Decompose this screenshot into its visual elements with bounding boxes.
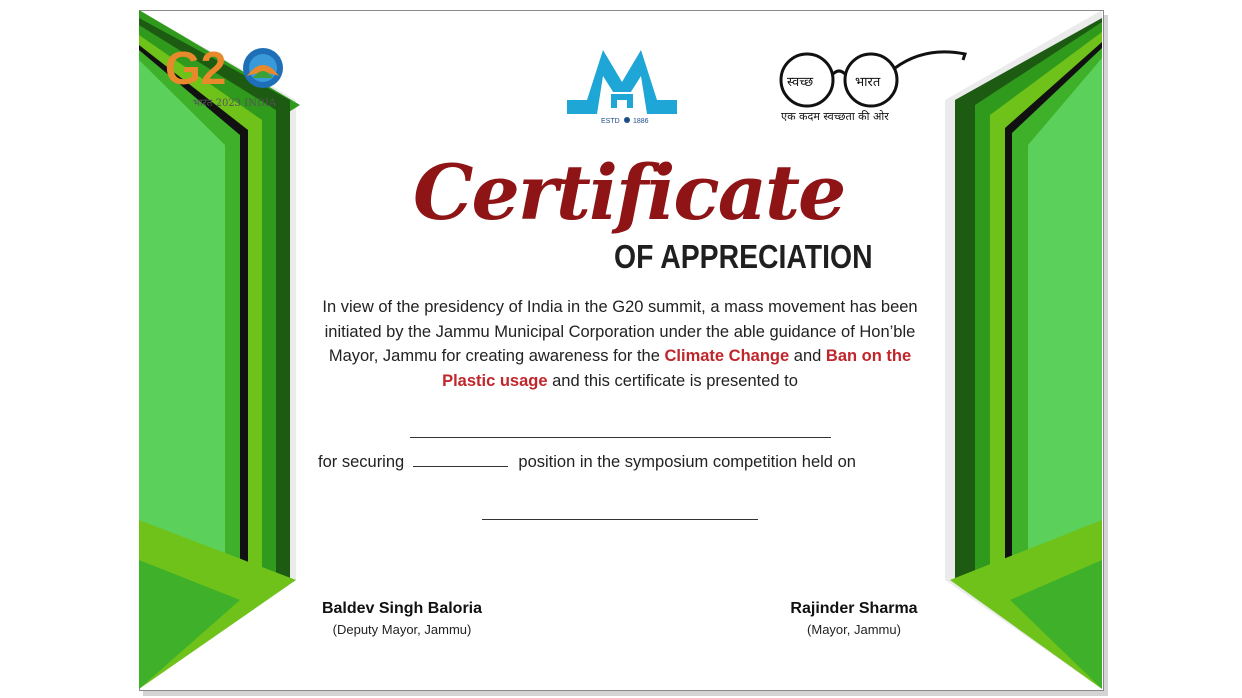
svg-text:स्वच्छ: स्वच्छ <box>787 75 814 90</box>
g20-logo <box>163 40 288 116</box>
spectacles-icon <box>775 38 975 126</box>
certificate-title: Certificate <box>413 148 845 237</box>
svg-text:ESTD: ESTD <box>601 118 620 124</box>
g20-emblem-icon <box>163 40 288 116</box>
signatory-role: (Deputy Mayor, Jammu) <box>332 622 472 637</box>
signatory-role: (Mayor, Jammu) <box>807 622 901 637</box>
signatory-mayor <box>776 600 932 637</box>
municipal-emblem-icon <box>565 42 680 124</box>
certificate-subtitle: OF APPRECIATION <box>614 238 873 275</box>
position-blank-line <box>413 452 508 467</box>
recipient-name-line <box>410 437 831 438</box>
highlight-climate-change: Climate Change <box>664 347 790 365</box>
jmc-logo <box>565 42 680 124</box>
svg-text:एक कदम स्वच्छता की ओर: एक कदम स्वच्छता की ओर <box>781 110 889 123</box>
certificate-body <box>300 295 940 393</box>
body-text-and: and <box>789 347 822 365</box>
body-text-end: and this certificate is presented to <box>547 371 798 390</box>
svg-text:भारत 2023 INDIA: भारत 2023 INDIA <box>193 98 277 109</box>
body-text-part: In view of the presidency of India in the G20 summit, a mass movement has been initiated by the Jammu Municipal Corporation under the able guidance of Hon’ble Mayor, Jammu for creating awareness for the <box>322 298 918 365</box>
signatory-name: Baldev Singh Baloria <box>321 600 483 617</box>
securing-suffix: position in the symposium competition held on <box>518 453 856 471</box>
svg-text:1886: 1886 <box>633 118 649 124</box>
signatory-deputy-mayor <box>312 600 492 637</box>
signatory-name: Rajinder Sharma <box>790 600 918 617</box>
highlight-plastic-ban: Ban on the Plastic usage <box>442 347 912 390</box>
svg-text:G2: G2 <box>165 42 227 94</box>
swachh-bharat-logo <box>775 38 975 126</box>
position-sentence <box>318 452 918 474</box>
svg-text:भारत: भारत <box>855 75 881 90</box>
date-line <box>482 519 758 520</box>
securing-prefix: for securing <box>318 453 405 471</box>
